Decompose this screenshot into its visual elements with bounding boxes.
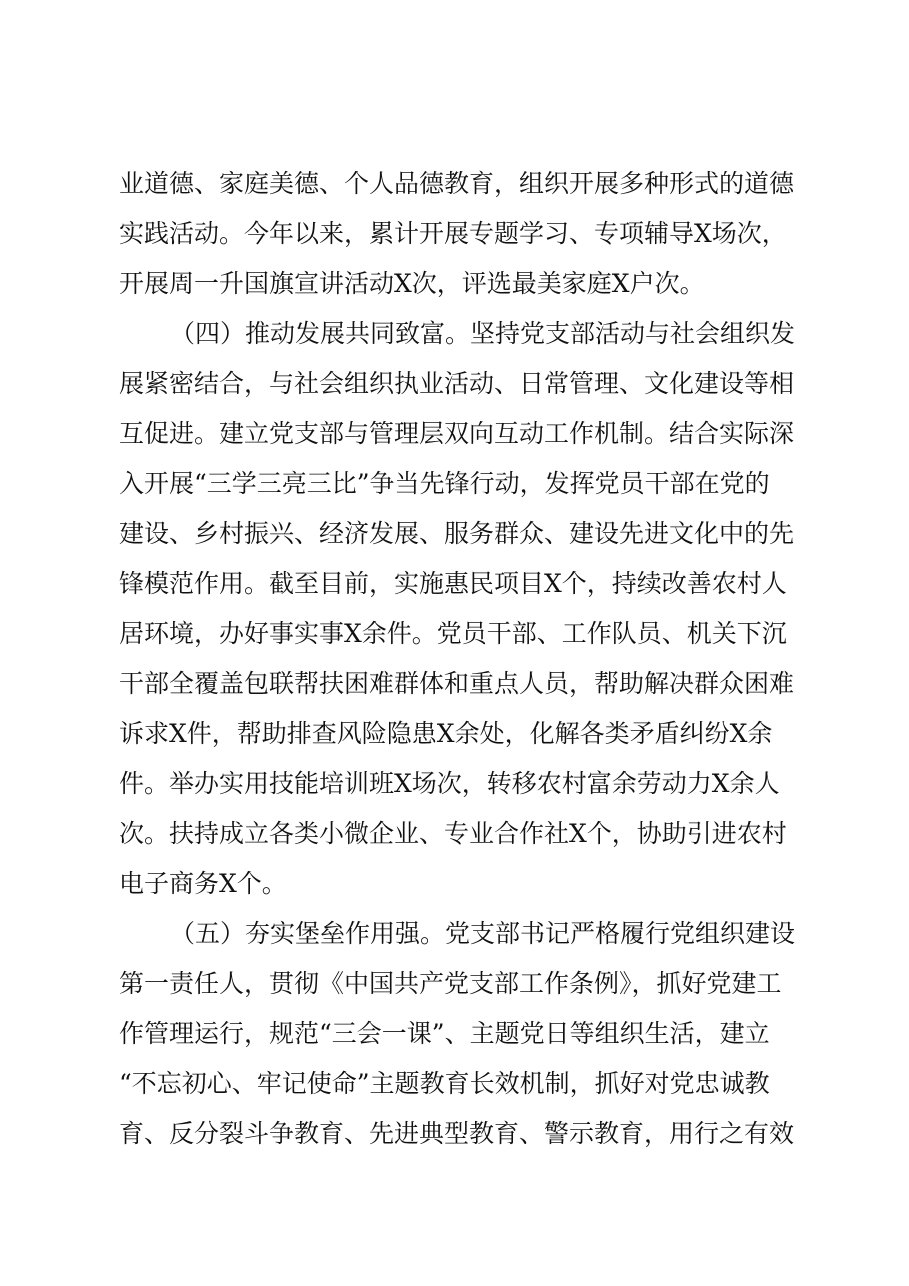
line-text: 第一责任人，贯彻《中国共产党支部工作条例》，抓好党建工 [119,969,782,998]
line-text: 次。扶持成立各类小微企业、专业合作社X个，协助引进农村 [119,819,787,848]
paragraph-line [0,964,909,1004]
line-text: 电子商务X个。 [119,869,287,898]
line-text: 业道德、家庭美德、个人品德教育，组织开展多种形式的道德 [119,169,795,198]
line-text: 件。举办实用技能培训班X场次，转移农村富余劳动力X余人 [119,769,780,798]
paragraph-line [0,914,909,954]
line-text: 锋模范作用。截至目前，实施惠民项目X个，持续改善农村人 [119,569,787,598]
paragraph-line [0,264,909,304]
line-text: （四）推动发展共同致富。坚持党支部活动与社会组织发 [170,319,796,348]
line-text: 居环境，办好事实事X余件。党员干部、工作队员、机关下沉 [119,619,787,648]
paragraph-line [0,364,909,404]
line-text: 展紧密结合，与社会组织执业活动、日常管理、文化建设等相 [119,369,795,398]
line-text: “不忘初心、牢记使命”主题教育长效机制，抓好对党忠诚教 [119,1069,770,1098]
line-text: 开展周一升国旗宣讲活动X次，评选最美家庭X户次。 [119,269,705,298]
paragraph-line [0,414,909,454]
paragraph-line [0,164,909,204]
line-text: 入开展“三学三亮三比”争当先锋行动，发挥党员干部在党的 [119,469,770,498]
paragraph-line [0,1014,909,1054]
line-text: （五）夯实堡垒作用强。党支部书记严格履行党组织建设 [170,919,796,948]
line-text: 建设、乡村振兴、经济发展、服务群众、建设先进文化中的先 [119,519,795,548]
line-text: 诉求X件，帮助排查风险隐患X余处，化解各类矛盾纠纷X余 [119,719,773,748]
paragraph-line [0,764,909,804]
paragraph-line [0,564,909,604]
line-text: 互促进。建立党支部与管理层双向互动工作机制。结合实际深 [119,419,795,448]
paragraph-line [0,1114,909,1154]
paragraph-line [0,214,909,254]
paragraph-line [0,864,909,904]
paragraph-line [0,664,909,704]
paragraph-line [0,814,909,854]
paragraph-line [0,714,909,754]
paragraph-line [0,1064,909,1104]
paragraph-line [0,514,909,554]
paragraph-line [0,614,909,654]
paragraph-line [0,464,909,504]
line-text: 育、反分裂斗争教育、先进典型教育、警示教育，用行之有效 [119,1119,795,1148]
line-text: 实践活动。今年以来，累计开展专题学习、专项辅导X场次， [119,219,787,248]
paragraph-line [0,314,909,354]
line-text: 作管理运行，规范“三会一课”、主题党日等组织生活，建立 [119,1019,770,1048]
line-text: 干部全覆盖包联帮扶困难群体和重点人员，帮助解决群众困难 [119,669,795,698]
